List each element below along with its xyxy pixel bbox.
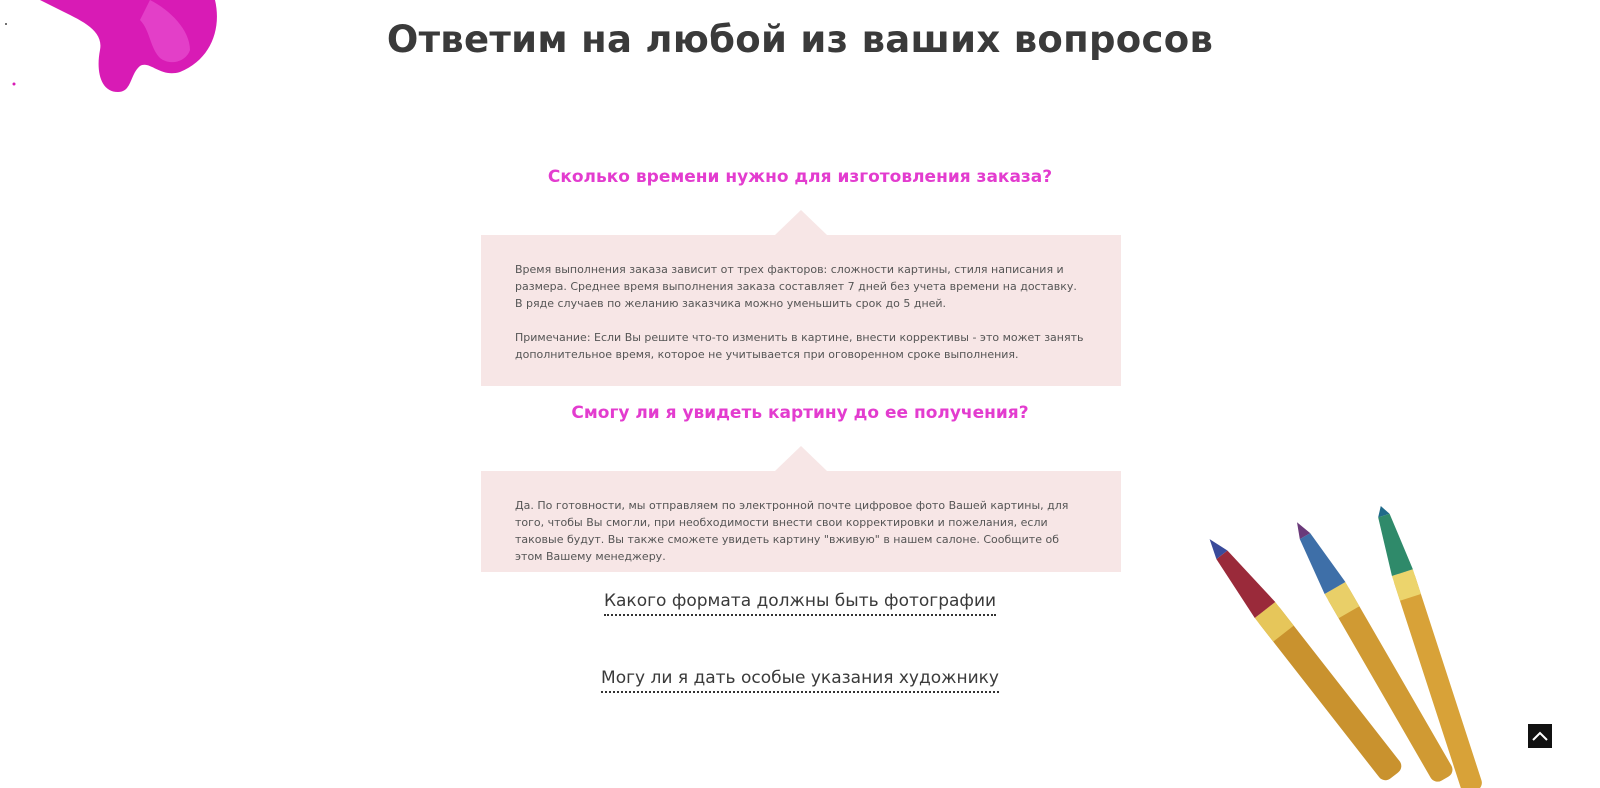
section-title: Ответим на любой из ваших вопросов [386, 18, 1214, 61]
scroll-to-top-button[interactable] [1528, 724, 1552, 748]
faq-question-1[interactable]: Сколько времени нужно для изготовления заказа? [547, 167, 1053, 187]
faq-answer-2-paragraph-1: Да. По готовности, мы отправляем по электронной почте цифровое фото Вашей картины, для того, чтобы Вы смогли, при необходимости внести свои корректировки и пожелания, если таковые будут. Вы также сможете увидеть картину "вживую" в нашем салоне. Сообщите об этом Вашему менеджеру. [515, 499, 1069, 563]
faq-answer-2 [481, 471, 1121, 572]
faq-question-3-link[interactable]: Какого формата должны быть фотографии [604, 591, 996, 616]
faq-question-2[interactable]: Смогу ли я увидеть картину до ее получения? [571, 403, 1029, 423]
faq-answer-1-paragraph-2: Примечание: Если Вы решите что-то изменить в картине, внести коррективы - это может занять дополнительное время, которое не учитывается при оговоренном сроке выполнения. [515, 331, 1084, 361]
faq-question-4-link[interactable]: Могу ли я дать особые указания художнику [601, 668, 999, 693]
faq-answer-1 [481, 235, 1121, 386]
paint-brushes-decoration [1205, 500, 1525, 788]
chevron-up-icon [1532, 731, 1548, 741]
faq-answer-1-paragraph-1: Время выполнения заказа зависит от трех факторов: сложности картины, стиля написания и размера. Среднее время выполнения заказа составляет 7 дней без учета времени на доставку. В ряде случаев по желанию заказчика можно уменьшить срок до 5 дней. [515, 263, 1077, 310]
